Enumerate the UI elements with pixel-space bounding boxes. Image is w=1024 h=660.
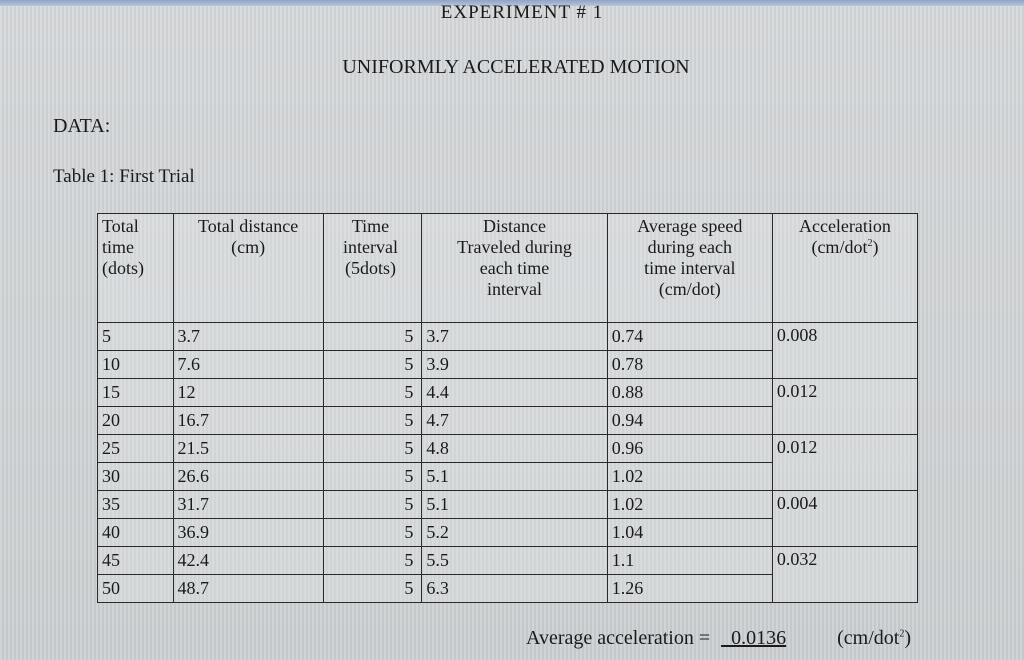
table-row (98, 491, 918, 519)
cell-average-speed: 1.1 (607, 547, 772, 575)
cell-time-interval: 5 (323, 351, 422, 379)
cell-distance-interval: 3.7 (422, 323, 607, 351)
data-table (97, 213, 918, 603)
cell-average-speed: 1.04 (607, 519, 772, 547)
cell-total-distance: 21.5 (173, 435, 323, 463)
average-acceleration-value: _0.0136 (721, 627, 787, 649)
cell-total-distance: 42.4 (173, 547, 323, 575)
cell-time-interval: 5 (323, 575, 422, 603)
cell-total-time: 20 (98, 407, 174, 435)
average-acceleration-unit: (cm/dot$^2$) (837, 627, 912, 649)
cell-average-speed: 1.02 (607, 463, 772, 491)
experiment-heading: EXPERIMENT # 1 (440, 2, 604, 23)
cell-time-interval: 5 (323, 463, 422, 491)
cell-acceleration: 0.012 (772, 379, 917, 435)
cell-total-distance: 26.6 (173, 463, 323, 491)
header-distance-traveled: Distance Traveled during each time interval (422, 214, 607, 323)
cell-time-interval: 5 (323, 519, 422, 547)
cell-average-speed: 0.78 (607, 351, 772, 379)
cell-distance-interval: 3.9 (422, 351, 607, 379)
cell-total-distance: 12 (173, 379, 323, 407)
cell-total-distance: 48.7 (173, 575, 323, 603)
cell-distance-interval: 5.1 (422, 491, 607, 519)
cell-time-interval: 5 (323, 435, 422, 463)
cell-total-distance: 16.7 (173, 407, 323, 435)
cell-total-time: 45 (98, 547, 174, 575)
cell-distance-interval: 5.2 (422, 519, 607, 547)
table-header-row (98, 214, 918, 323)
page-title: UNIFORMLY ACCELERATED MOTION (342, 56, 690, 78)
header-total-distance: Total distance (cm) (173, 214, 323, 323)
cell-time-interval: 5 (323, 407, 422, 435)
cell-average-speed: 0.88 (607, 379, 772, 407)
table-body (98, 323, 918, 603)
cell-total-time: 30 (98, 463, 174, 491)
header-average-speed: Average speed during each time interval (cm/dot) (607, 214, 772, 323)
table-row (98, 379, 918, 407)
cell-total-distance: 36.9 (173, 519, 323, 547)
cell-distance-interval: 4.8 (422, 435, 607, 463)
data-label: DATA: (53, 115, 111, 137)
cell-distance-interval: 4.7 (422, 407, 607, 435)
cell-total-time: 5 (98, 323, 174, 351)
cell-total-time: 35 (98, 491, 174, 519)
cell-total-distance: 3.7 (173, 323, 323, 351)
table-row (98, 435, 918, 463)
table-caption: Table 1: First Trial (53, 166, 195, 187)
cell-time-interval: 5 (323, 379, 422, 407)
cell-time-interval: 5 (323, 323, 422, 351)
cell-average-speed: 0.96 (607, 435, 772, 463)
cell-average-speed: 0.74 (607, 323, 772, 351)
header-acceleration: Acceleration (cm/dot$^2$) (772, 214, 917, 323)
average-acceleration-label: Average acceleration = (526, 627, 711, 649)
cell-total-time: 15 (98, 379, 174, 407)
cell-distance-interval: 5.1 (422, 463, 607, 491)
cell-distance-interval: 4.4 (422, 379, 607, 407)
cell-total-time: 40 (98, 519, 174, 547)
cell-acceleration: 0.008 (772, 323, 917, 379)
cell-time-interval: 5 (323, 547, 422, 575)
cell-total-time: 10 (98, 351, 174, 379)
cell-total-distance: 31.7 (173, 491, 323, 519)
cell-total-time: 50 (98, 575, 174, 603)
cell-distance-interval: 6.3 (422, 575, 607, 603)
cell-average-speed: 1.02 (607, 491, 772, 519)
cell-total-distance: 7.6 (173, 351, 323, 379)
cell-total-time: 25 (98, 435, 174, 463)
cell-time-interval: 5 (323, 491, 422, 519)
average-acceleration-line (526, 627, 911, 650)
table-row (98, 547, 918, 575)
cell-distance-interval: 5.5 (422, 547, 607, 575)
cell-average-speed: 0.94 (607, 407, 772, 435)
cell-average-speed: 1.26 (607, 575, 772, 603)
header-time-interval: Time interval (5dots) (323, 214, 422, 323)
header-total-time: Total time (dots) (98, 214, 174, 323)
cell-acceleration: 0.012 (772, 435, 917, 491)
table-row (98, 323, 918, 351)
cell-acceleration: 0.032 (772, 547, 917, 603)
cell-acceleration: 0.004 (772, 491, 917, 547)
